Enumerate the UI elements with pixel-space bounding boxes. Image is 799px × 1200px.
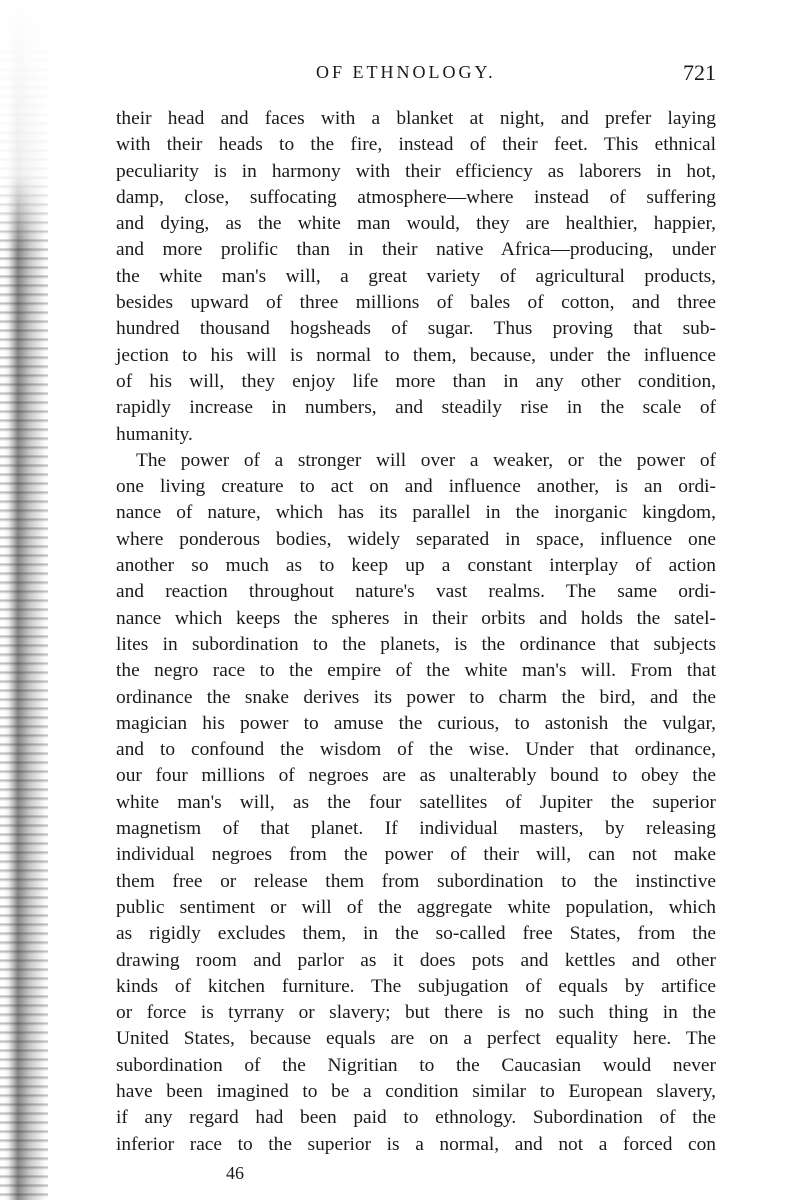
text-line: our four millions of negroes are as unalterably bound to obey the — [116, 765, 716, 787]
body-text — [116, 106, 716, 1158]
text-line: their head and faces with a blanket at night, and prefer laying — [116, 108, 716, 129]
text-line: kinds of kitchen furniture. The subjugation of equals by artifice — [116, 975, 716, 997]
text-line: nance which keeps the spheres in their orbits and holds the satel- — [116, 607, 716, 629]
text-line: nance of nature, which has its parallel in the inorganic kingdom, — [116, 502, 716, 524]
text-line: The power of a stronger will over a weaker, or the power of — [136, 449, 716, 471]
text-line: subordination of the Nigritian to the Caucasian would never — [116, 1054, 716, 1076]
text-line: white man's will, as the four satellites of Jupiter the superior — [116, 791, 716, 813]
text-line: inferior race to the superior is a normal, and not a forced con — [116, 1133, 716, 1155]
text-line: rapidly increase in numbers, and steadily rise in the scale of — [116, 397, 716, 419]
text-line: besides upward of three millions of bales of cotton, and three — [116, 292, 716, 314]
text-line: and to confound the wisdom of the wise. Under that ordinance, — [116, 739, 716, 761]
text-line: of his will, they enjoy life more than in any other condition, — [116, 370, 716, 392]
text-line: have been imagined to be a condition similar to European slavery, — [116, 1080, 716, 1102]
text-line: United States, because equals are on a perfect equality here. The — [116, 1028, 716, 1050]
page-header — [116, 60, 716, 94]
text-line: and more prolific than in their native Africa—producing, under — [116, 239, 716, 261]
text-line: humanity. — [116, 423, 193, 445]
text-line: hundred thousand hogsheads of sugar. Thus proving that sub- — [116, 318, 716, 340]
paragraph — [116, 448, 716, 1158]
text-line: and dying, as the white man would, they are healthier, happier, — [116, 213, 716, 235]
text-line: the negro race to the empire of the white man's will. From that — [116, 660, 716, 682]
binding-edge-fade — [0, 0, 48, 250]
text-line: if any regard had been paid to ethnology. Subordination of the — [116, 1107, 716, 1129]
text-line: peculiarity is in harmony with their efficiency as laborers in hot, — [116, 160, 716, 182]
text-line: and reaction throughout nature's vast realms. The same ordi- — [116, 581, 716, 603]
running-head: OF ETHNOLOGY. — [316, 62, 496, 82]
text-line: magnetism of that planet. If individual masters, by releasing — [116, 818, 716, 840]
paragraph — [116, 106, 716, 448]
text-line: or force is tyrrany or slavery; but there is no such thing in the — [116, 1002, 716, 1024]
text-line: them free or release them from subordination to the instinctive — [116, 870, 716, 892]
text-line: lites in subordination to the planets, is the ordinance that subjects — [116, 633, 716, 655]
text-line: with their heads to the fire, instead of their feet. This ethnical — [116, 134, 716, 156]
text-line: damp, close, suffocating atmosphere—where instead of suffering — [116, 186, 716, 208]
page-number: 721 — [683, 60, 716, 85]
text-line: where ponderous bodies, widely separated in space, influence one — [116, 528, 716, 550]
text-line: as rigidly excludes them, in the so-called free States, from the — [116, 923, 716, 945]
text-line: magician his power to amuse the curious, to astonish the vulgar, — [116, 712, 716, 734]
text-line: individual negroes from the power of their will, can not make — [116, 844, 716, 866]
signature-mark: 46 — [226, 1163, 244, 1183]
text-line: one living creature to act on and influence another, is an ordi- — [116, 476, 716, 498]
text-line: public sentiment or will of the aggregate white population, which — [116, 896, 716, 918]
text-line: the white man's will, a great variety of agricultural products, — [116, 265, 716, 287]
text-line: another so much as to keep up a constant interplay of action — [116, 555, 716, 577]
text-line: drawing room and parlor as it does pots and kettles and other — [116, 949, 716, 971]
text-line: jection to his will is normal to them, because, under the influence — [116, 344, 716, 366]
text-line: ordinance the snake derives its power to charm the bird, and the — [116, 686, 716, 708]
